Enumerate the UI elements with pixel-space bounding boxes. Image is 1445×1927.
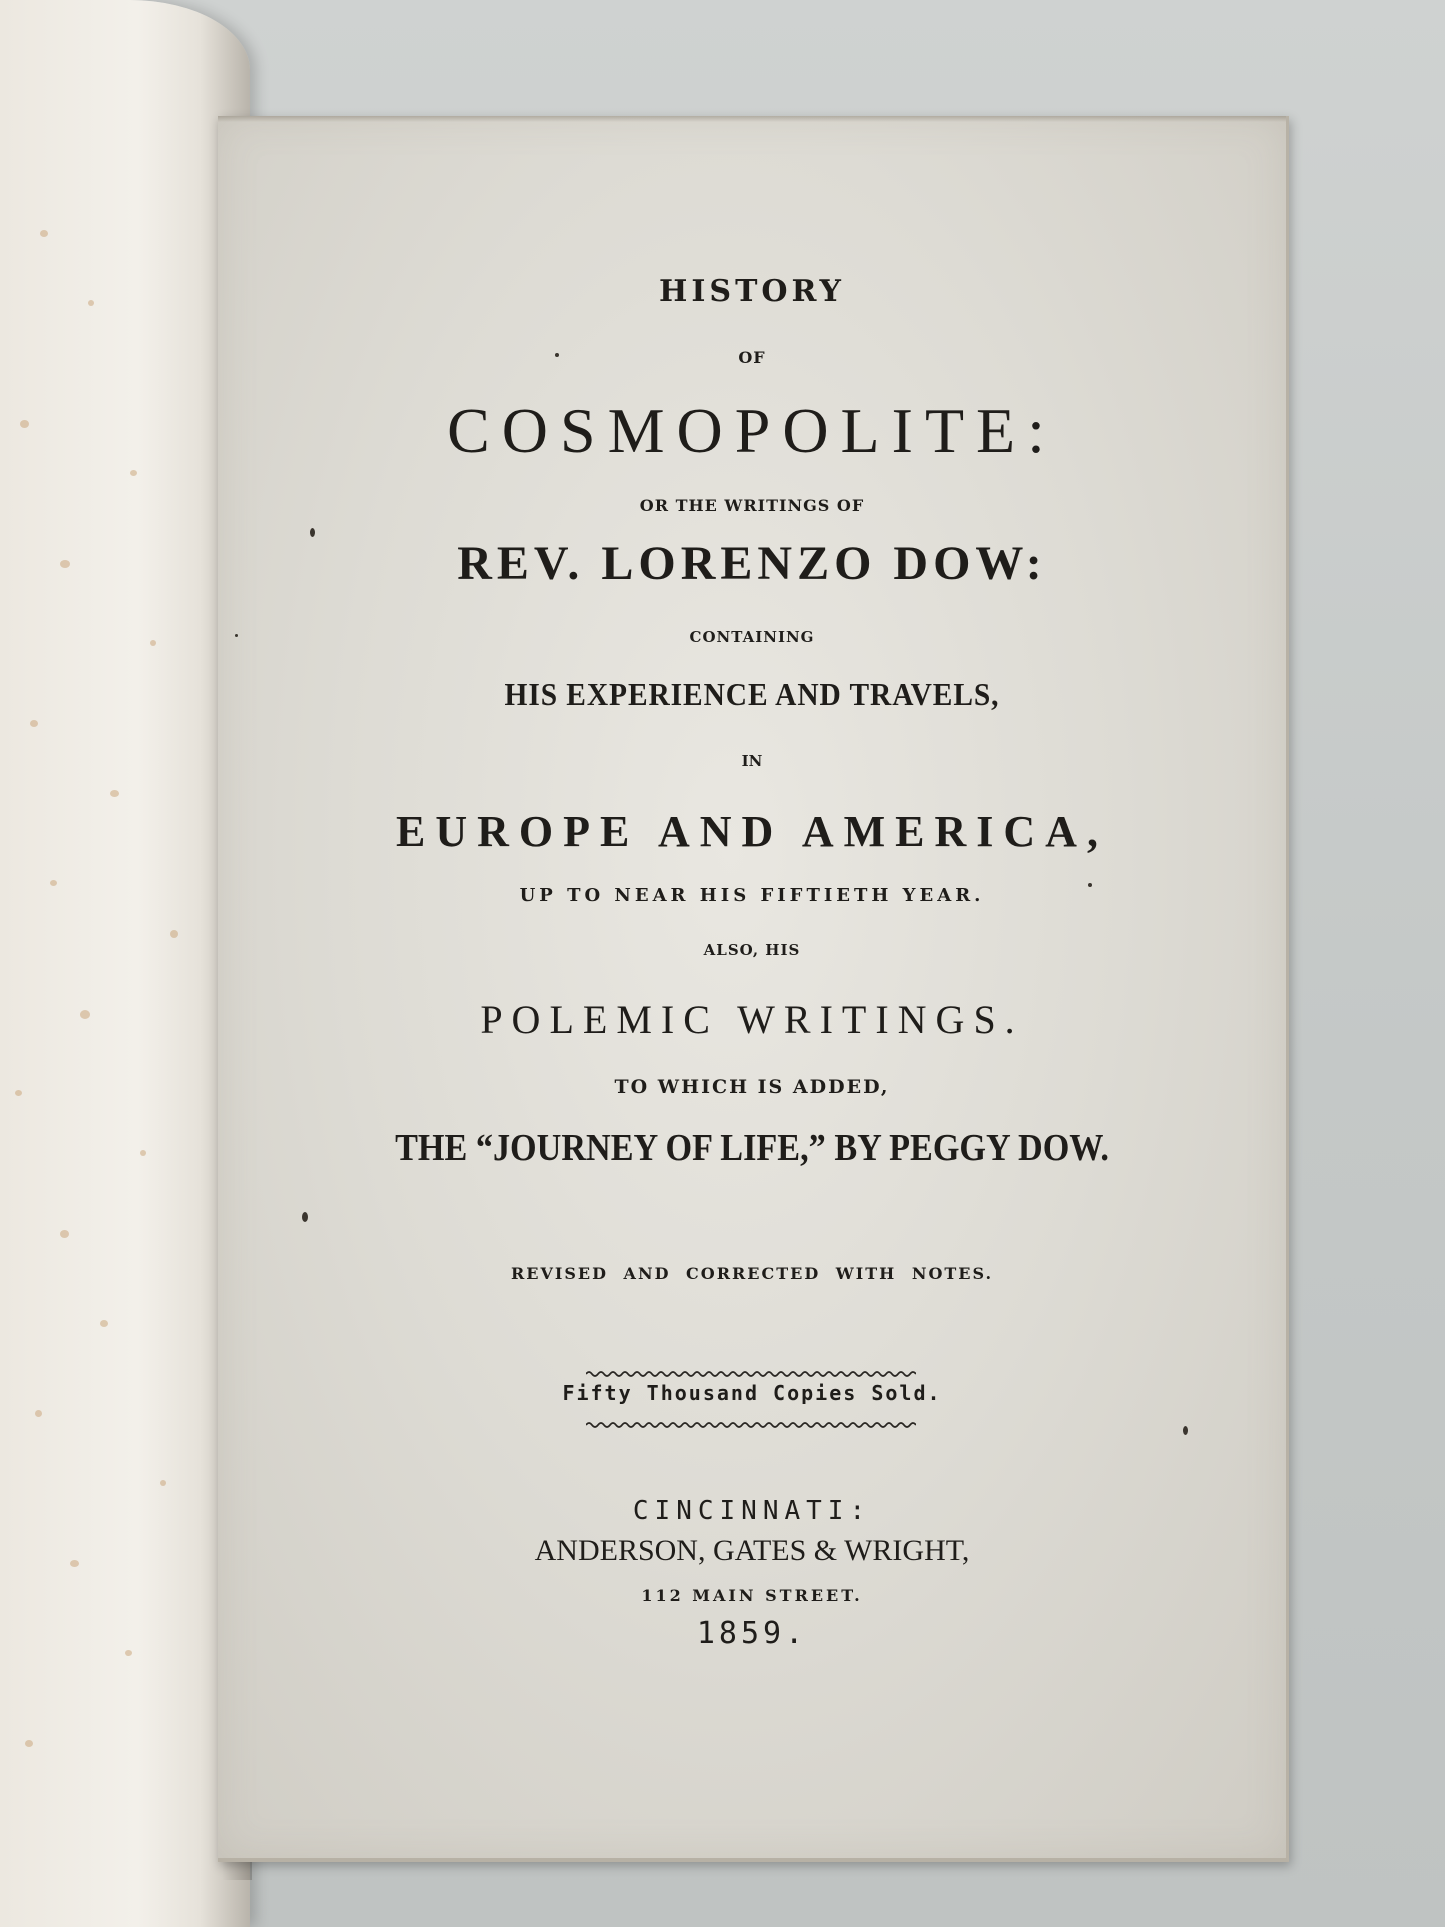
title-line-of: OF xyxy=(738,348,766,367)
title-line-journey-of-life: THE “JOURNEY OF LIFE,” BY PEGGY DOW. xyxy=(395,1127,1109,1169)
foxing-spot xyxy=(30,720,38,727)
foxing-spot xyxy=(35,1410,42,1417)
title-line-revised: REVISED AND CORRECTED WITH NOTES. xyxy=(510,1264,994,1283)
title-page xyxy=(218,116,1289,1862)
paper-speck xyxy=(235,634,238,637)
imprint-city: CINCINNATI: xyxy=(632,1496,872,1526)
author-name: REV. LORENZO DOW: xyxy=(457,537,1047,590)
paper-speck xyxy=(302,1212,308,1222)
foxing-spot xyxy=(70,1560,79,1567)
foxing-spot xyxy=(110,790,119,797)
wavy-rule-bottom xyxy=(586,1421,916,1429)
foxing-spot xyxy=(170,930,178,938)
imprint-publisher: ANDERSON, GATES & WRIGHT, xyxy=(534,1534,970,1567)
title-line-europe-america: EUROPE AND AMERICA, xyxy=(396,807,1108,856)
title-line-containing: CONTAINING xyxy=(689,628,815,646)
foxing-spot xyxy=(20,420,29,428)
title-line-polemic-writings: POLEMIC WRITINGS. xyxy=(480,997,1024,1042)
foxing-spot xyxy=(88,300,94,306)
title-line-writings-of: OR THE WRITINGS OF xyxy=(639,496,865,515)
title-line-also-his: ALSO, HIS xyxy=(703,941,801,959)
paper-speck xyxy=(1088,883,1092,887)
title-line-experience: HIS EXPERIENCE AND TRAVELS, xyxy=(504,676,1000,712)
left-facing-page xyxy=(0,0,250,1927)
paper-speck xyxy=(555,353,559,357)
foxing-spot xyxy=(15,1090,22,1096)
title-line-fiftieth-year: UP TO NEAR HIS FIFTIETH YEAR. xyxy=(519,885,985,906)
title-line-to-which-added: TO WHICH IS ADDED, xyxy=(614,1076,890,1098)
title-page-text xyxy=(218,116,1286,1858)
foxing-spot xyxy=(50,880,57,886)
title-line-copies-sold: Fifty Thousand Copies Sold. xyxy=(562,1381,942,1405)
foxing-spot xyxy=(80,1010,90,1019)
foxing-spot xyxy=(100,1320,108,1327)
foxing-spot xyxy=(60,1230,69,1238)
foxing-spot xyxy=(130,470,137,476)
wavy-rule-top xyxy=(586,1370,916,1378)
imprint-address: 112 MAIN STREET. xyxy=(641,1586,863,1605)
foxing-spot xyxy=(125,1650,132,1656)
foxing-spot xyxy=(60,560,70,568)
foxing-spot xyxy=(160,1480,166,1486)
paper-speck xyxy=(310,528,315,537)
foxing-spot xyxy=(25,1740,33,1747)
title-line-in: IN xyxy=(741,752,763,770)
imprint-year: 1859. xyxy=(696,1616,808,1651)
paper-speck xyxy=(1183,1426,1188,1435)
title-line-cosmopolite: COSMOPOLITE: xyxy=(447,395,1057,466)
title-line-history: HISTORY xyxy=(659,274,845,309)
foxing-spot xyxy=(40,230,48,237)
foxing-spot xyxy=(140,1150,146,1156)
foxing-spot xyxy=(150,640,156,646)
